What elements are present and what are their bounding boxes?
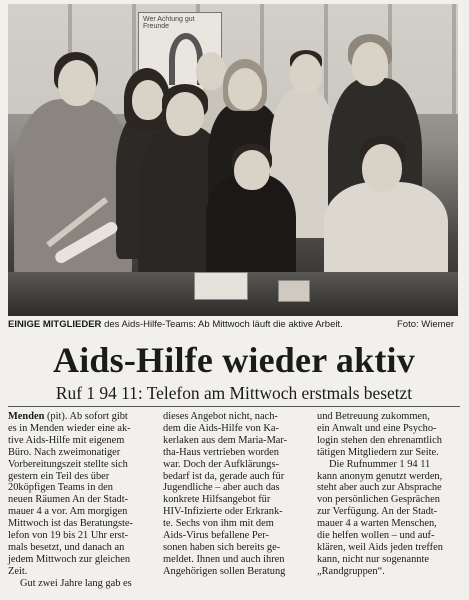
article-line: sonen haben sich bereits ge- xyxy=(163,541,281,553)
article-line: Zeit. xyxy=(8,565,28,577)
article-line: Menden (pit). Ab sofort gibt xyxy=(8,411,128,422)
article-line: kerlaken aus dem Maria-Mar- xyxy=(163,434,288,446)
article-line: klären, weil Aids jeden treffen xyxy=(317,541,443,553)
telephone xyxy=(194,272,248,300)
article-line: die helfen wollen – und auf- xyxy=(317,530,435,542)
telephone xyxy=(278,280,310,302)
article-line: Angehörigen sollen Beratung xyxy=(163,565,286,577)
caption-lead: EINIGE MITGLIEDER xyxy=(8,319,102,330)
article-line: Aids-Virus befallene Per- xyxy=(163,530,269,542)
article-line: tha-Haus vertrieben worden xyxy=(163,446,279,458)
dateline: Menden xyxy=(8,411,45,422)
article-line: mals besetzt, und danach an xyxy=(8,541,125,553)
article-line: Mittwoch ist das Beratungste- xyxy=(8,518,133,530)
article-line: gestern ein Teil des über xyxy=(8,470,110,482)
article-line: tätigen Mitgliedern zur Seite. xyxy=(317,446,439,458)
article-line: es in Menden wieder eine ak- xyxy=(8,422,131,434)
article-line: Gut zwei Jahre lang gab es xyxy=(20,577,132,589)
article-line: mauer 4 a vor. Am morgigen xyxy=(8,506,128,518)
article-line: ein Anwalt und eine Psycho- xyxy=(317,422,437,434)
article-line: 20köpfigen Teams in den xyxy=(8,482,113,494)
article-line: dem die Aids-Hilfe von Ka- xyxy=(163,422,280,434)
photo-credit: Foto: Wiemer xyxy=(396,319,454,330)
article-line: neuen Räumen An der Stadt- xyxy=(8,494,129,506)
article-column-3 xyxy=(317,411,460,578)
article-line: von persönlichen Gesprächen xyxy=(317,494,440,506)
article-line: kann, nicht nur sogenannte xyxy=(317,553,429,565)
article-line: lefon von 19 bis 21 Uhr erst- xyxy=(8,530,129,542)
caption-text: des Aids-Hilfe-Teams: Ab Mittwoch läuft die aktive Arbeit. xyxy=(101,319,343,330)
article-line: bedarf ist da, gerade auch für xyxy=(163,470,285,482)
article-line: „Randgruppen“. xyxy=(317,565,385,577)
article-line: kann anonym genutzt werden, xyxy=(317,470,443,482)
article-line: tive Aids-Hilfe mit eigenem xyxy=(8,434,125,446)
article-line: Jugendliche – aber auch das xyxy=(163,482,280,494)
article-line: te. Sechs von ihm mit dem xyxy=(163,518,274,530)
divider xyxy=(8,406,460,407)
article-line: HIV-Infizierte oder Erkrank- xyxy=(163,506,283,518)
article-line: Die Rufnummer 1 94 11 xyxy=(329,458,431,470)
article-line: jedem Mittwoch zur gleichen xyxy=(8,553,131,565)
poster-text: Wer Achtung gut Freunde xyxy=(143,16,195,30)
group-photo xyxy=(8,4,458,316)
photo-caption xyxy=(8,319,460,330)
article-line: Vorbereitungszeit stellte sich xyxy=(8,458,128,470)
headline: Aids-Hilfe wieder aktiv xyxy=(53,340,415,380)
article-line: und Betreuung zukommen, xyxy=(317,411,430,422)
article-line: zur Verfügung. An der Stadt- xyxy=(317,506,438,518)
subheadline: Ruf 1 94 11: Telefon am Mittwoch erstmals besetzt xyxy=(55,383,413,403)
article-line: dieses Angebot nicht, nach- xyxy=(163,411,278,422)
article-line: login stehen den ehrenamtlich xyxy=(317,434,442,446)
article-line: mauer 4 a warten Menschen, xyxy=(317,518,437,530)
article-column-2 xyxy=(163,411,310,578)
article-line: Büro. Nach zweimonatiger xyxy=(8,446,121,458)
article-line: meldet. Ihnen und auch ihren xyxy=(163,553,285,565)
article-line: war. Doch der Aufklärungs- xyxy=(163,458,279,470)
article-line: steht aber auch zur Absprache xyxy=(317,482,442,494)
article-line: konkrete Hilfsangebot für xyxy=(163,494,271,506)
article-column-1 xyxy=(8,411,156,590)
